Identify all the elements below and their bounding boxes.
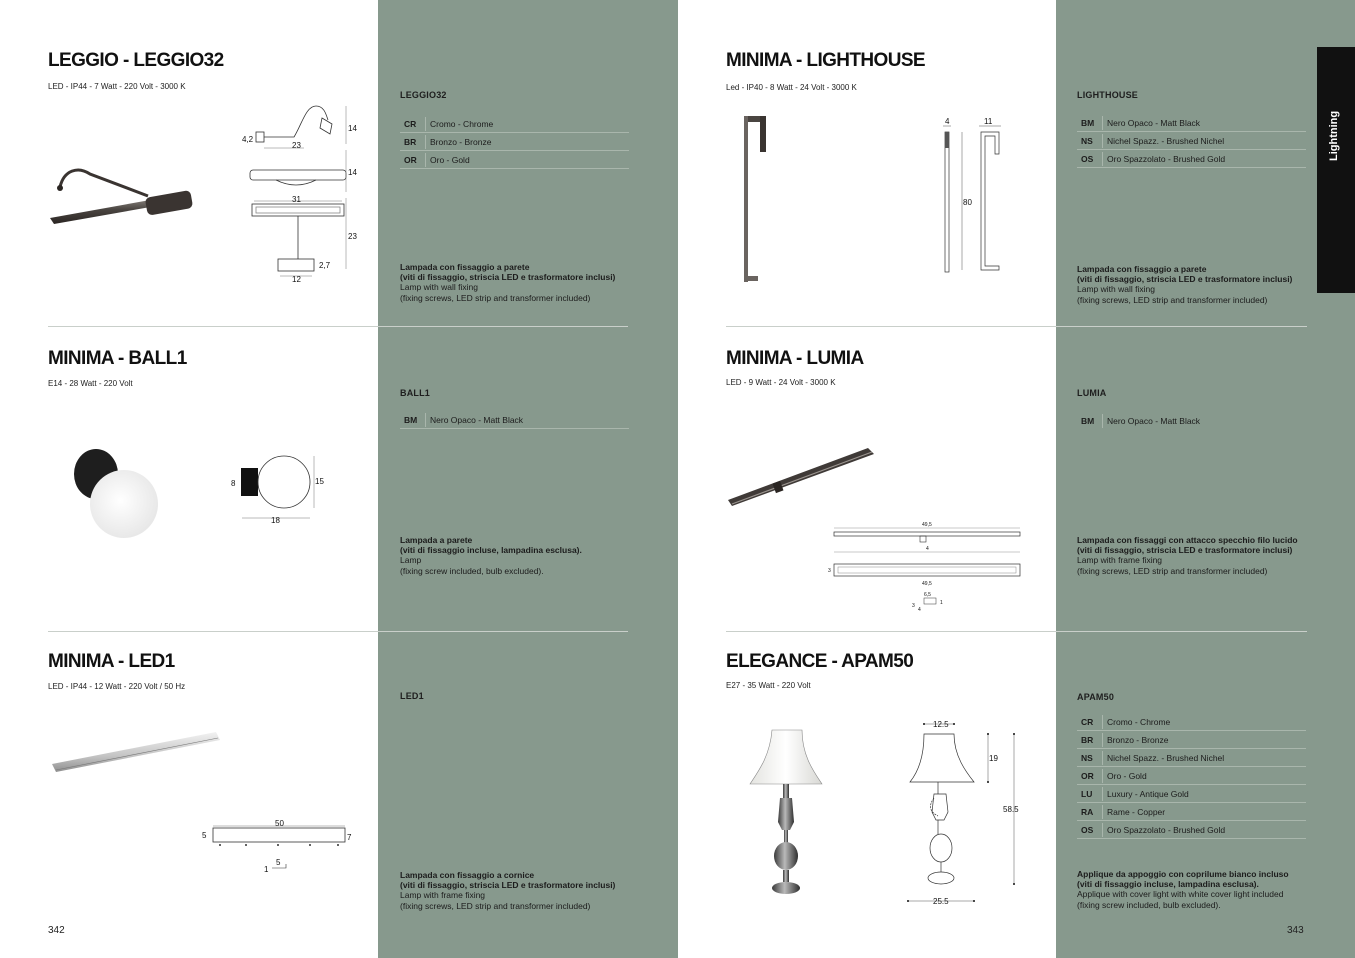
divider bbox=[48, 326, 628, 327]
product-spec: LED - IP44 - 7 Watt - 220 Volt - 3000 K bbox=[48, 82, 186, 91]
product-spec: LED - 9 Watt - 24 Volt - 3000 K bbox=[726, 378, 836, 387]
product-photo bbox=[748, 726, 824, 898]
product-description: Applique da appoggio con coprilume bianco incluso (viti di fissaggio incluse, lampadina esclusa). Applique with cover light with white cover light included (fixing screw included, bulb excluded). bbox=[1077, 869, 1289, 910]
technical-drawing bbox=[824, 520, 1030, 616]
finish-row: LU Luxury - Antique Gold bbox=[1077, 785, 1306, 803]
finish-row: BR Bronzo - Bronze bbox=[1077, 731, 1306, 749]
product-description: Lampada con fissaggio a parete (viti di fissaggio, striscia LED e trasformatore inclusi) Lamp with wall fixing (fixing screws, LED strip and transformer included) bbox=[1077, 264, 1293, 305]
dim-label: 6,5 bbox=[924, 592, 931, 598]
product-spec: E14 - 28 Watt - 220 Volt bbox=[48, 379, 133, 388]
dim-label: 7 bbox=[347, 833, 352, 842]
finish-row: BM Nero Opaco - Matt Black bbox=[1077, 114, 1306, 132]
product-photo bbox=[48, 160, 198, 230]
dim-label: 31 bbox=[292, 195, 301, 204]
dim-label: 25.5 bbox=[933, 897, 949, 906]
dim-label: 5 bbox=[202, 831, 207, 840]
finish-row: OS Oro Spazzolato - Brushed Gold bbox=[1077, 821, 1306, 839]
dim-label: 80 bbox=[963, 198, 972, 207]
product-title: MINIMA - BALL1 bbox=[48, 348, 187, 369]
product-code: BALL1 bbox=[400, 388, 430, 398]
technical-drawing bbox=[200, 818, 360, 878]
finish-table bbox=[1077, 713, 1306, 839]
product-code: APAM50 bbox=[1077, 692, 1115, 702]
dim-label: 4 bbox=[926, 546, 929, 552]
finish-table bbox=[1077, 114, 1306, 168]
dim-label: 8 bbox=[231, 479, 236, 488]
technical-drawing bbox=[236, 104, 366, 286]
finish-table bbox=[1077, 412, 1306, 430]
technical-drawing bbox=[935, 114, 1015, 278]
product-description: Lampada a parete (viti di fissaggio incluse, lampadina esclusa). Lamp (fixing screw included, bulb excluded). bbox=[400, 535, 582, 576]
product-photo bbox=[70, 448, 162, 542]
finish-row: RA Rame - Copper bbox=[1077, 803, 1306, 821]
dim-label: 1 bbox=[940, 600, 943, 606]
section-tab-label: Lightning bbox=[1328, 110, 1340, 161]
divider bbox=[726, 326, 1307, 327]
dim-label: 14 bbox=[348, 124, 357, 133]
dim-label: 23 bbox=[348, 232, 357, 241]
dim-label: 2,7 bbox=[319, 261, 331, 270]
dim-label: 15 bbox=[315, 477, 324, 486]
dim-label: 5 bbox=[276, 858, 281, 867]
dim-label: 49,5 bbox=[922, 581, 932, 587]
finish-table bbox=[400, 115, 629, 169]
product-photo bbox=[738, 112, 778, 286]
dim-label: 4,2 bbox=[242, 135, 254, 144]
product-title: MINIMA - LUMIA bbox=[726, 348, 864, 369]
product-photo bbox=[726, 444, 876, 510]
dim-label: 3 bbox=[912, 603, 915, 609]
product-spec: E27 - 35 Watt - 220 Volt bbox=[726, 681, 811, 690]
finish-row: OR Oro - Gold bbox=[1077, 767, 1306, 785]
product-code: LEGGIO32 bbox=[400, 90, 447, 100]
product-description: Lampada con fissaggio a cornice (viti di fissaggio, striscia LED e trasformatore inclusi) Lamp with frame fixing (fixing screws, LED strip and transformer included) bbox=[400, 870, 616, 911]
dim-label: 49,5 bbox=[922, 522, 932, 528]
product-description: Lampada con fissaggi con attacco specchio filo lucido (viti di fissaggio, striscia LED e trasformatore inclusi) Lamp with frame fixing (fixing screws, LED strip and transformer included) bbox=[1077, 535, 1298, 576]
finish-row: OS Oro Spazzolato - Brushed Gold bbox=[1077, 150, 1306, 168]
finish-row: OR Oro - Gold bbox=[400, 151, 629, 169]
finish-table bbox=[400, 411, 629, 429]
dim-label: 19 bbox=[989, 754, 998, 763]
product-code: LIGHTHOUSE bbox=[1077, 90, 1139, 100]
dim-label: 18 bbox=[271, 516, 280, 525]
finish-row: BM Nero Opaco - Matt Black bbox=[400, 411, 629, 429]
product-photo bbox=[50, 728, 222, 776]
finish-row: BM Nero Opaco - Matt Black bbox=[1081, 416, 1201, 426]
dim-label: 58.5 bbox=[1003, 805, 1019, 814]
finish-row: NS Nichel Spazz. - Brushed Nichel bbox=[1077, 749, 1306, 767]
product-title: LEGGIO - LEGGIO32 bbox=[48, 50, 224, 71]
divider bbox=[48, 631, 628, 632]
finish-row: NS Nichel Spazz. - Brushed Nichel bbox=[1077, 132, 1306, 150]
divider bbox=[726, 631, 1307, 632]
dim-label: 50 bbox=[275, 819, 284, 828]
product-spec: LED - IP44 - 12 Watt - 220 Volt / 50 Hz bbox=[48, 682, 186, 691]
product-spec: Led - IP40 - 8 Watt - 24 Volt - 3000 K bbox=[726, 83, 857, 92]
finish-row: BR Bronzo - Bronze bbox=[400, 133, 629, 151]
dim-label: 4 bbox=[945, 117, 950, 126]
section-tab[interactable] bbox=[1317, 47, 1355, 293]
dim-label: 12 bbox=[292, 275, 301, 284]
dim-label: 1 bbox=[264, 865, 269, 874]
dim-label: 14 bbox=[348, 168, 357, 177]
dim-label: 4 bbox=[918, 607, 921, 613]
page-number: 342 bbox=[48, 925, 65, 936]
dim-label: 23 bbox=[292, 141, 301, 150]
product-title: MINIMA - LIGHTHOUSE bbox=[726, 50, 925, 71]
technical-drawing bbox=[898, 716, 1028, 912]
product-title: MINIMA - LED1 bbox=[48, 651, 175, 672]
product-title: ELEGANCE - APAM50 bbox=[726, 651, 914, 672]
technical-drawing bbox=[228, 452, 328, 528]
dim-label: 11 bbox=[984, 117, 993, 126]
product-code: LED1 bbox=[400, 691, 424, 701]
product-description: Lampada con fissaggio a parete (viti di fissaggio, striscia LED e trasformatore inclusi) Lamp with wall fixing (fixing screws, LED strip and transformer included) bbox=[400, 262, 616, 303]
dim-label: 3 bbox=[828, 568, 831, 574]
page-number: 343 bbox=[1287, 925, 1304, 936]
product-code: LUMIA bbox=[1077, 388, 1107, 398]
finish-row: CR Cromo - Chrome bbox=[1077, 713, 1306, 731]
dim-label: 12.5 bbox=[933, 720, 949, 729]
finish-row: CR Cromo - Chrome bbox=[400, 115, 629, 133]
